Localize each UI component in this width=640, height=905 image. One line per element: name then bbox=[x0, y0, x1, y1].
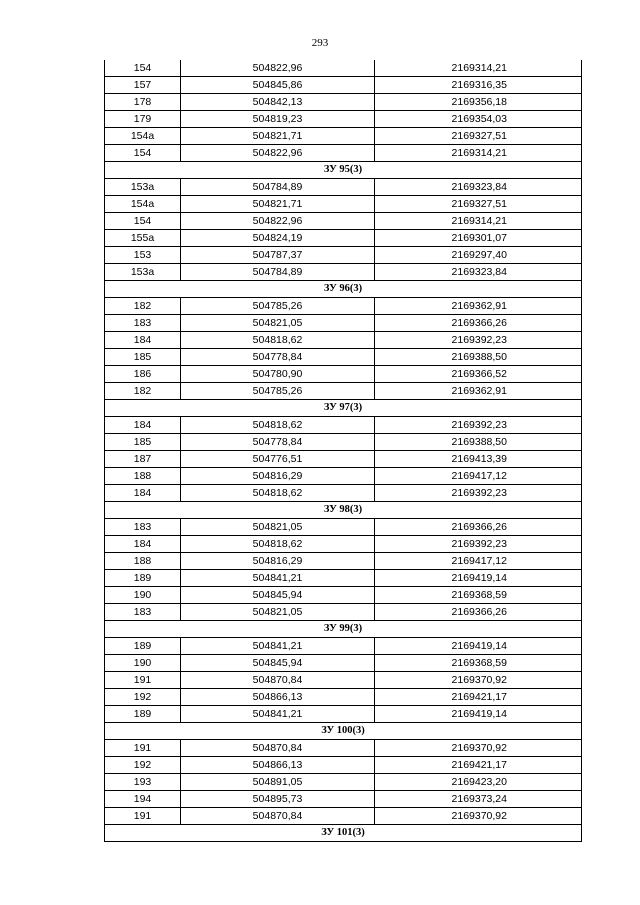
y-coordinate-cell: 2169388,50 bbox=[375, 349, 582, 366]
y-coordinate-cell: 2169423,20 bbox=[375, 774, 582, 791]
point-number-cell: 187 bbox=[105, 451, 181, 468]
y-coordinate-cell: 2169392,23 bbox=[375, 485, 582, 502]
point-number-cell: 190 bbox=[105, 655, 181, 672]
y-coordinate-cell: 2169327,51 bbox=[375, 196, 582, 213]
table-row bbox=[105, 587, 582, 604]
section-row bbox=[105, 400, 582, 417]
x-coordinate-cell: 504816,29 bbox=[181, 553, 375, 570]
table-row bbox=[105, 468, 582, 485]
point-number-cell: 154 bbox=[105, 213, 181, 230]
table-row bbox=[105, 196, 582, 213]
section-row bbox=[105, 502, 582, 519]
table-row bbox=[105, 434, 582, 451]
point-number-cell: 192 bbox=[105, 757, 181, 774]
table-row bbox=[105, 94, 582, 111]
point-number-cell: 182 bbox=[105, 383, 181, 400]
x-coordinate-cell: 504866,13 bbox=[181, 757, 375, 774]
x-coordinate-cell: 504816,29 bbox=[181, 468, 375, 485]
x-coordinate-cell: 504780,90 bbox=[181, 366, 375, 383]
table-row bbox=[105, 128, 582, 145]
x-coordinate-cell: 504845,86 bbox=[181, 77, 375, 94]
point-number-cell: 193 bbox=[105, 774, 181, 791]
x-coordinate-cell: 504824,19 bbox=[181, 230, 375, 247]
table-row bbox=[105, 808, 582, 825]
section-title: ЗУ 96(3) bbox=[105, 281, 582, 298]
table-row bbox=[105, 77, 582, 94]
point-number-cell: 153а bbox=[105, 179, 181, 196]
x-coordinate-cell: 504818,62 bbox=[181, 536, 375, 553]
x-coordinate-cell: 504778,84 bbox=[181, 434, 375, 451]
x-coordinate-cell: 504818,62 bbox=[181, 417, 375, 434]
x-coordinate-cell: 504845,94 bbox=[181, 587, 375, 604]
x-coordinate-cell: 504822,96 bbox=[181, 213, 375, 230]
table-row bbox=[105, 298, 582, 315]
x-coordinate-cell: 504787,37 bbox=[181, 247, 375, 264]
table-row bbox=[105, 655, 582, 672]
table-row bbox=[105, 774, 582, 791]
y-coordinate-cell: 2169327,51 bbox=[375, 128, 582, 145]
y-coordinate-cell: 2169366,26 bbox=[375, 604, 582, 621]
point-number-cell: 189 bbox=[105, 570, 181, 587]
x-coordinate-cell: 504841,21 bbox=[181, 706, 375, 723]
point-number-cell: 189 bbox=[105, 638, 181, 655]
section-row bbox=[105, 281, 582, 298]
x-coordinate-cell: 504819,23 bbox=[181, 111, 375, 128]
page-number: 293 bbox=[311, 37, 329, 49]
point-number-cell: 154а bbox=[105, 196, 181, 213]
x-coordinate-cell: 504818,62 bbox=[181, 332, 375, 349]
y-coordinate-cell: 2169362,91 bbox=[375, 298, 582, 315]
y-coordinate-cell: 2169366,26 bbox=[375, 315, 582, 332]
y-coordinate-cell: 2169370,92 bbox=[375, 672, 582, 689]
section-row bbox=[105, 621, 582, 638]
y-coordinate-cell: 2169419,14 bbox=[375, 570, 582, 587]
table-row bbox=[105, 570, 582, 587]
section-title: ЗУ 98(3) bbox=[105, 502, 582, 519]
y-coordinate-cell: 2169323,84 bbox=[375, 179, 582, 196]
table-row bbox=[105, 757, 582, 774]
x-coordinate-cell: 504821,71 bbox=[181, 128, 375, 145]
table-row bbox=[105, 485, 582, 502]
x-coordinate-cell: 504841,21 bbox=[181, 638, 375, 655]
section-title: ЗУ 95(3) bbox=[105, 162, 582, 179]
point-number-cell: 183 bbox=[105, 604, 181, 621]
table-row bbox=[105, 111, 582, 128]
x-coordinate-cell: 504870,84 bbox=[181, 672, 375, 689]
point-number-cell: 154а bbox=[105, 128, 181, 145]
table-row bbox=[105, 451, 582, 468]
table-row bbox=[105, 553, 582, 570]
x-coordinate-cell: 504866,13 bbox=[181, 689, 375, 706]
point-number-cell: 179 bbox=[105, 111, 181, 128]
point-number-cell: 188 bbox=[105, 468, 181, 485]
x-coordinate-cell: 504891,05 bbox=[181, 774, 375, 791]
point-number-cell: 186 bbox=[105, 366, 181, 383]
point-number-cell: 191 bbox=[105, 672, 181, 689]
x-coordinate-cell: 504822,96 bbox=[181, 145, 375, 162]
y-coordinate-cell: 2169392,23 bbox=[375, 332, 582, 349]
y-coordinate-cell: 2169323,84 bbox=[375, 264, 582, 281]
x-coordinate-cell: 504821,05 bbox=[181, 604, 375, 621]
table-row bbox=[105, 638, 582, 655]
table-row bbox=[105, 213, 582, 230]
table-row bbox=[105, 60, 582, 77]
x-coordinate-cell: 504845,94 bbox=[181, 655, 375, 672]
x-coordinate-cell: 504776,51 bbox=[181, 451, 375, 468]
point-number-cell: 191 bbox=[105, 740, 181, 757]
y-coordinate-cell: 2169314,21 bbox=[375, 60, 582, 77]
table-row bbox=[105, 740, 582, 757]
y-coordinate-cell: 2169362,91 bbox=[375, 383, 582, 400]
table-row bbox=[105, 264, 582, 281]
y-coordinate-cell: 2169421,17 bbox=[375, 689, 582, 706]
y-coordinate-cell: 2169370,92 bbox=[375, 808, 582, 825]
table-row bbox=[105, 145, 582, 162]
x-coordinate-cell: 504870,84 bbox=[181, 740, 375, 757]
y-coordinate-cell: 2169373,24 bbox=[375, 791, 582, 808]
point-number-cell: 184 bbox=[105, 485, 181, 502]
table-row bbox=[105, 366, 582, 383]
x-coordinate-cell: 504870,84 bbox=[181, 808, 375, 825]
section-title: ЗУ 97(3) bbox=[105, 400, 582, 417]
x-coordinate-cell: 504821,05 bbox=[181, 315, 375, 332]
point-number-cell: 189 bbox=[105, 706, 181, 723]
point-number-cell: 183 bbox=[105, 315, 181, 332]
x-coordinate-cell: 504785,26 bbox=[181, 383, 375, 400]
y-coordinate-cell: 2169366,26 bbox=[375, 519, 582, 536]
x-coordinate-cell: 504784,89 bbox=[181, 264, 375, 281]
point-number-cell: 191 bbox=[105, 808, 181, 825]
x-coordinate-cell: 504785,26 bbox=[181, 298, 375, 315]
table-row bbox=[105, 689, 582, 706]
point-number-cell: 155а bbox=[105, 230, 181, 247]
table-row bbox=[105, 230, 582, 247]
section-row bbox=[105, 162, 582, 179]
point-number-cell: 185 bbox=[105, 349, 181, 366]
x-coordinate-cell: 504818,62 bbox=[181, 485, 375, 502]
point-number-cell: 157 bbox=[105, 77, 181, 94]
y-coordinate-cell: 2169297,40 bbox=[375, 247, 582, 264]
x-coordinate-cell: 504821,05 bbox=[181, 519, 375, 536]
point-number-cell: 178 bbox=[105, 94, 181, 111]
y-coordinate-cell: 2169314,21 bbox=[375, 145, 582, 162]
table-row bbox=[105, 315, 582, 332]
y-coordinate-cell: 2169314,21 bbox=[375, 213, 582, 230]
y-coordinate-cell: 2169417,12 bbox=[375, 553, 582, 570]
x-coordinate-cell: 504784,89 bbox=[181, 179, 375, 196]
y-coordinate-cell: 2169368,59 bbox=[375, 587, 582, 604]
point-number-cell: 185 bbox=[105, 434, 181, 451]
point-number-cell: 190 bbox=[105, 587, 181, 604]
table-row bbox=[105, 247, 582, 264]
point-number-cell: 188 bbox=[105, 553, 181, 570]
point-number-cell: 194 bbox=[105, 791, 181, 808]
y-coordinate-cell: 2169392,23 bbox=[375, 536, 582, 553]
x-coordinate-cell: 504778,84 bbox=[181, 349, 375, 366]
coordinates-table-body bbox=[105, 60, 582, 842]
table-row bbox=[105, 791, 582, 808]
table-row bbox=[105, 383, 582, 400]
table-row bbox=[105, 672, 582, 689]
x-coordinate-cell: 504822,96 bbox=[181, 60, 375, 77]
y-coordinate-cell: 2169421,17 bbox=[375, 757, 582, 774]
y-coordinate-cell: 2169301,07 bbox=[375, 230, 582, 247]
y-coordinate-cell: 2169368,59 bbox=[375, 655, 582, 672]
y-coordinate-cell: 2169419,14 bbox=[375, 638, 582, 655]
y-coordinate-cell: 2169354,03 bbox=[375, 111, 582, 128]
section-row bbox=[105, 723, 582, 740]
point-number-cell: 153 bbox=[105, 247, 181, 264]
point-number-cell: 184 bbox=[105, 417, 181, 434]
point-number-cell: 184 bbox=[105, 332, 181, 349]
y-coordinate-cell: 2169388,50 bbox=[375, 434, 582, 451]
y-coordinate-cell: 2169366,52 bbox=[375, 366, 582, 383]
point-number-cell: 184 bbox=[105, 536, 181, 553]
x-coordinate-cell: 504821,71 bbox=[181, 196, 375, 213]
point-number-cell: 182 bbox=[105, 298, 181, 315]
y-coordinate-cell: 2169356,18 bbox=[375, 94, 582, 111]
point-number-cell: 154 bbox=[105, 145, 181, 162]
point-number-cell: 154 bbox=[105, 60, 181, 77]
table-row bbox=[105, 519, 582, 536]
point-number-cell: 183 bbox=[105, 519, 181, 536]
y-coordinate-cell: 2169413,39 bbox=[375, 451, 582, 468]
section-title: ЗУ 99(3) bbox=[105, 621, 582, 638]
table-row bbox=[105, 179, 582, 196]
y-coordinate-cell: 2169370,92 bbox=[375, 740, 582, 757]
y-coordinate-cell: 2169417,12 bbox=[375, 468, 582, 485]
table-row bbox=[105, 604, 582, 621]
section-title: ЗУ 101(3) bbox=[105, 825, 582, 842]
table-row bbox=[105, 706, 582, 723]
table-row bbox=[105, 417, 582, 434]
y-coordinate-cell: 2169419,14 bbox=[375, 706, 582, 723]
point-number-cell: 153а bbox=[105, 264, 181, 281]
table-row bbox=[105, 536, 582, 553]
x-coordinate-cell: 504842,13 bbox=[181, 94, 375, 111]
table-row bbox=[105, 349, 582, 366]
y-coordinate-cell: 2169392,23 bbox=[375, 417, 582, 434]
coordinates-table bbox=[104, 60, 582, 842]
x-coordinate-cell: 504841,21 bbox=[181, 570, 375, 587]
x-coordinate-cell: 504895,73 bbox=[181, 791, 375, 808]
table-row bbox=[105, 332, 582, 349]
section-title: ЗУ 100(3) bbox=[105, 723, 582, 740]
point-number-cell: 192 bbox=[105, 689, 181, 706]
y-coordinate-cell: 2169316,35 bbox=[375, 77, 582, 94]
section-row bbox=[105, 825, 582, 842]
